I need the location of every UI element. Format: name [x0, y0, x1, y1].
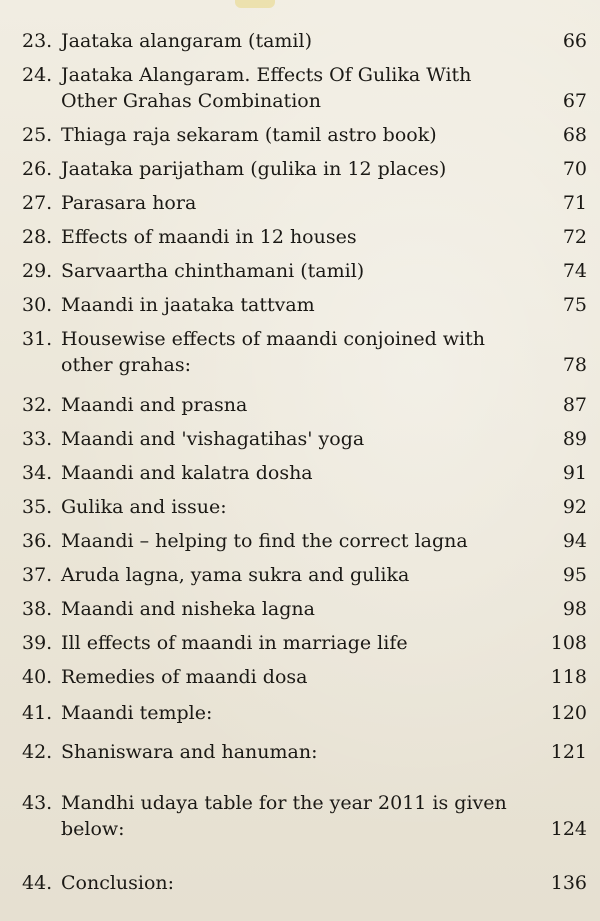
entry-page-number: 91 — [562, 462, 587, 484]
entry-page-number: 136 — [550, 872, 587, 894]
entry-number: 25. — [22, 124, 53, 146]
entry-number: 33. — [22, 428, 53, 450]
entry-title: Sarvaartha chinthamani (tamil) — [61, 260, 365, 282]
entry-title: Maandi and 'vishagatihas' yoga — [61, 428, 365, 450]
entry-page-number: 120 — [550, 702, 587, 724]
entry-title-line2: below: — [61, 818, 125, 840]
entry-page-number: 66 — [562, 30, 587, 52]
entry-title: Shaniswara and hanuman: — [61, 741, 318, 763]
entry-title: Jaataka parijatham (gulika in 12 places) — [61, 158, 447, 180]
entry-page-number: 108 — [550, 632, 587, 654]
entry-title: Maandi and prasna — [61, 394, 248, 416]
entry-title: Maandi – helping to find the correct lagna — [61, 530, 468, 552]
entry-title: Maandi in jaataka tattvam — [61, 294, 315, 316]
entry-title: Maandi temple: — [61, 702, 213, 724]
entry-number: 36. — [22, 530, 53, 552]
entry-number: 41. — [22, 702, 53, 724]
entry-page-number: 118 — [550, 666, 587, 688]
entry-number: 39. — [22, 632, 53, 654]
entry-number: 34. — [22, 462, 53, 484]
entry-title: Maandi and nisheka lagna — [61, 598, 315, 620]
entry-page-number: 87 — [562, 394, 587, 416]
entry-title: Parasara hora — [61, 192, 197, 214]
entry-page-number: 121 — [550, 741, 587, 763]
entry-page-number: 78 — [562, 354, 587, 376]
entry-number: 43. — [22, 792, 53, 814]
entry-number: 35. — [22, 496, 53, 518]
entry-page-number: 124 — [550, 818, 587, 840]
entry-number: 30. — [22, 294, 53, 316]
entry-title: Gulika and issue: — [61, 496, 227, 518]
entry-number: 37. — [22, 564, 53, 586]
entry-page-number: 71 — [562, 192, 587, 214]
entry-page-number: 74 — [562, 260, 587, 282]
entry-page-number: 68 — [562, 124, 587, 146]
entry-title: Ill effects of maandi in marriage life — [61, 632, 408, 654]
entry-title: Aruda lagna, yama sukra and gulika — [61, 564, 410, 586]
entry-number: 44. — [22, 872, 53, 894]
entry-title: Jaataka alangaram (tamil) — [61, 30, 312, 52]
entry-number: 26. — [22, 158, 53, 180]
entry-number: 38. — [22, 598, 53, 620]
entry-page-number: 75 — [562, 294, 587, 316]
entry-number: 31. — [22, 328, 53, 350]
entry-page-number: 67 — [562, 90, 587, 112]
entry-title: Jaataka Alangaram. Effects Of Gulika With — [61, 64, 472, 86]
entry-page-number: 89 — [562, 428, 587, 450]
entry-title-line2: Other Grahas Combination — [61, 90, 321, 112]
entry-title: Maandi and kalatra dosha — [61, 462, 313, 484]
entry-page-number: 98 — [562, 598, 587, 620]
entry-number: 42. — [22, 741, 53, 763]
entry-page-number: 70 — [562, 158, 587, 180]
entry-title: Housewise effects of maandi conjoined with — [61, 328, 485, 350]
entry-title: Conclusion: — [61, 872, 175, 894]
entry-page-number: 92 — [562, 496, 587, 518]
entry-number: 32. — [22, 394, 53, 416]
entry-page-number: 94 — [562, 530, 587, 552]
entry-number: 27. — [22, 192, 53, 214]
entry-title-line2: other grahas: — [61, 354, 191, 376]
entry-number: 24. — [22, 64, 53, 86]
entry-title: Thiaga raja sekaram (tamil astro book) — [61, 124, 437, 146]
entry-page-number: 95 — [562, 564, 587, 586]
entry-number: 40. — [22, 666, 53, 688]
entry-number: 29. — [22, 260, 53, 282]
entry-title: Effects of maandi in 12 houses — [61, 226, 357, 248]
entry-title: Mandhi udaya table for the year 2011 is given — [61, 792, 507, 814]
entry-number: 28. — [22, 226, 53, 248]
entry-title: Remedies of maandi dosa — [61, 666, 308, 688]
entry-number: 23. — [22, 30, 53, 52]
entry-page-number: 72 — [562, 226, 587, 248]
